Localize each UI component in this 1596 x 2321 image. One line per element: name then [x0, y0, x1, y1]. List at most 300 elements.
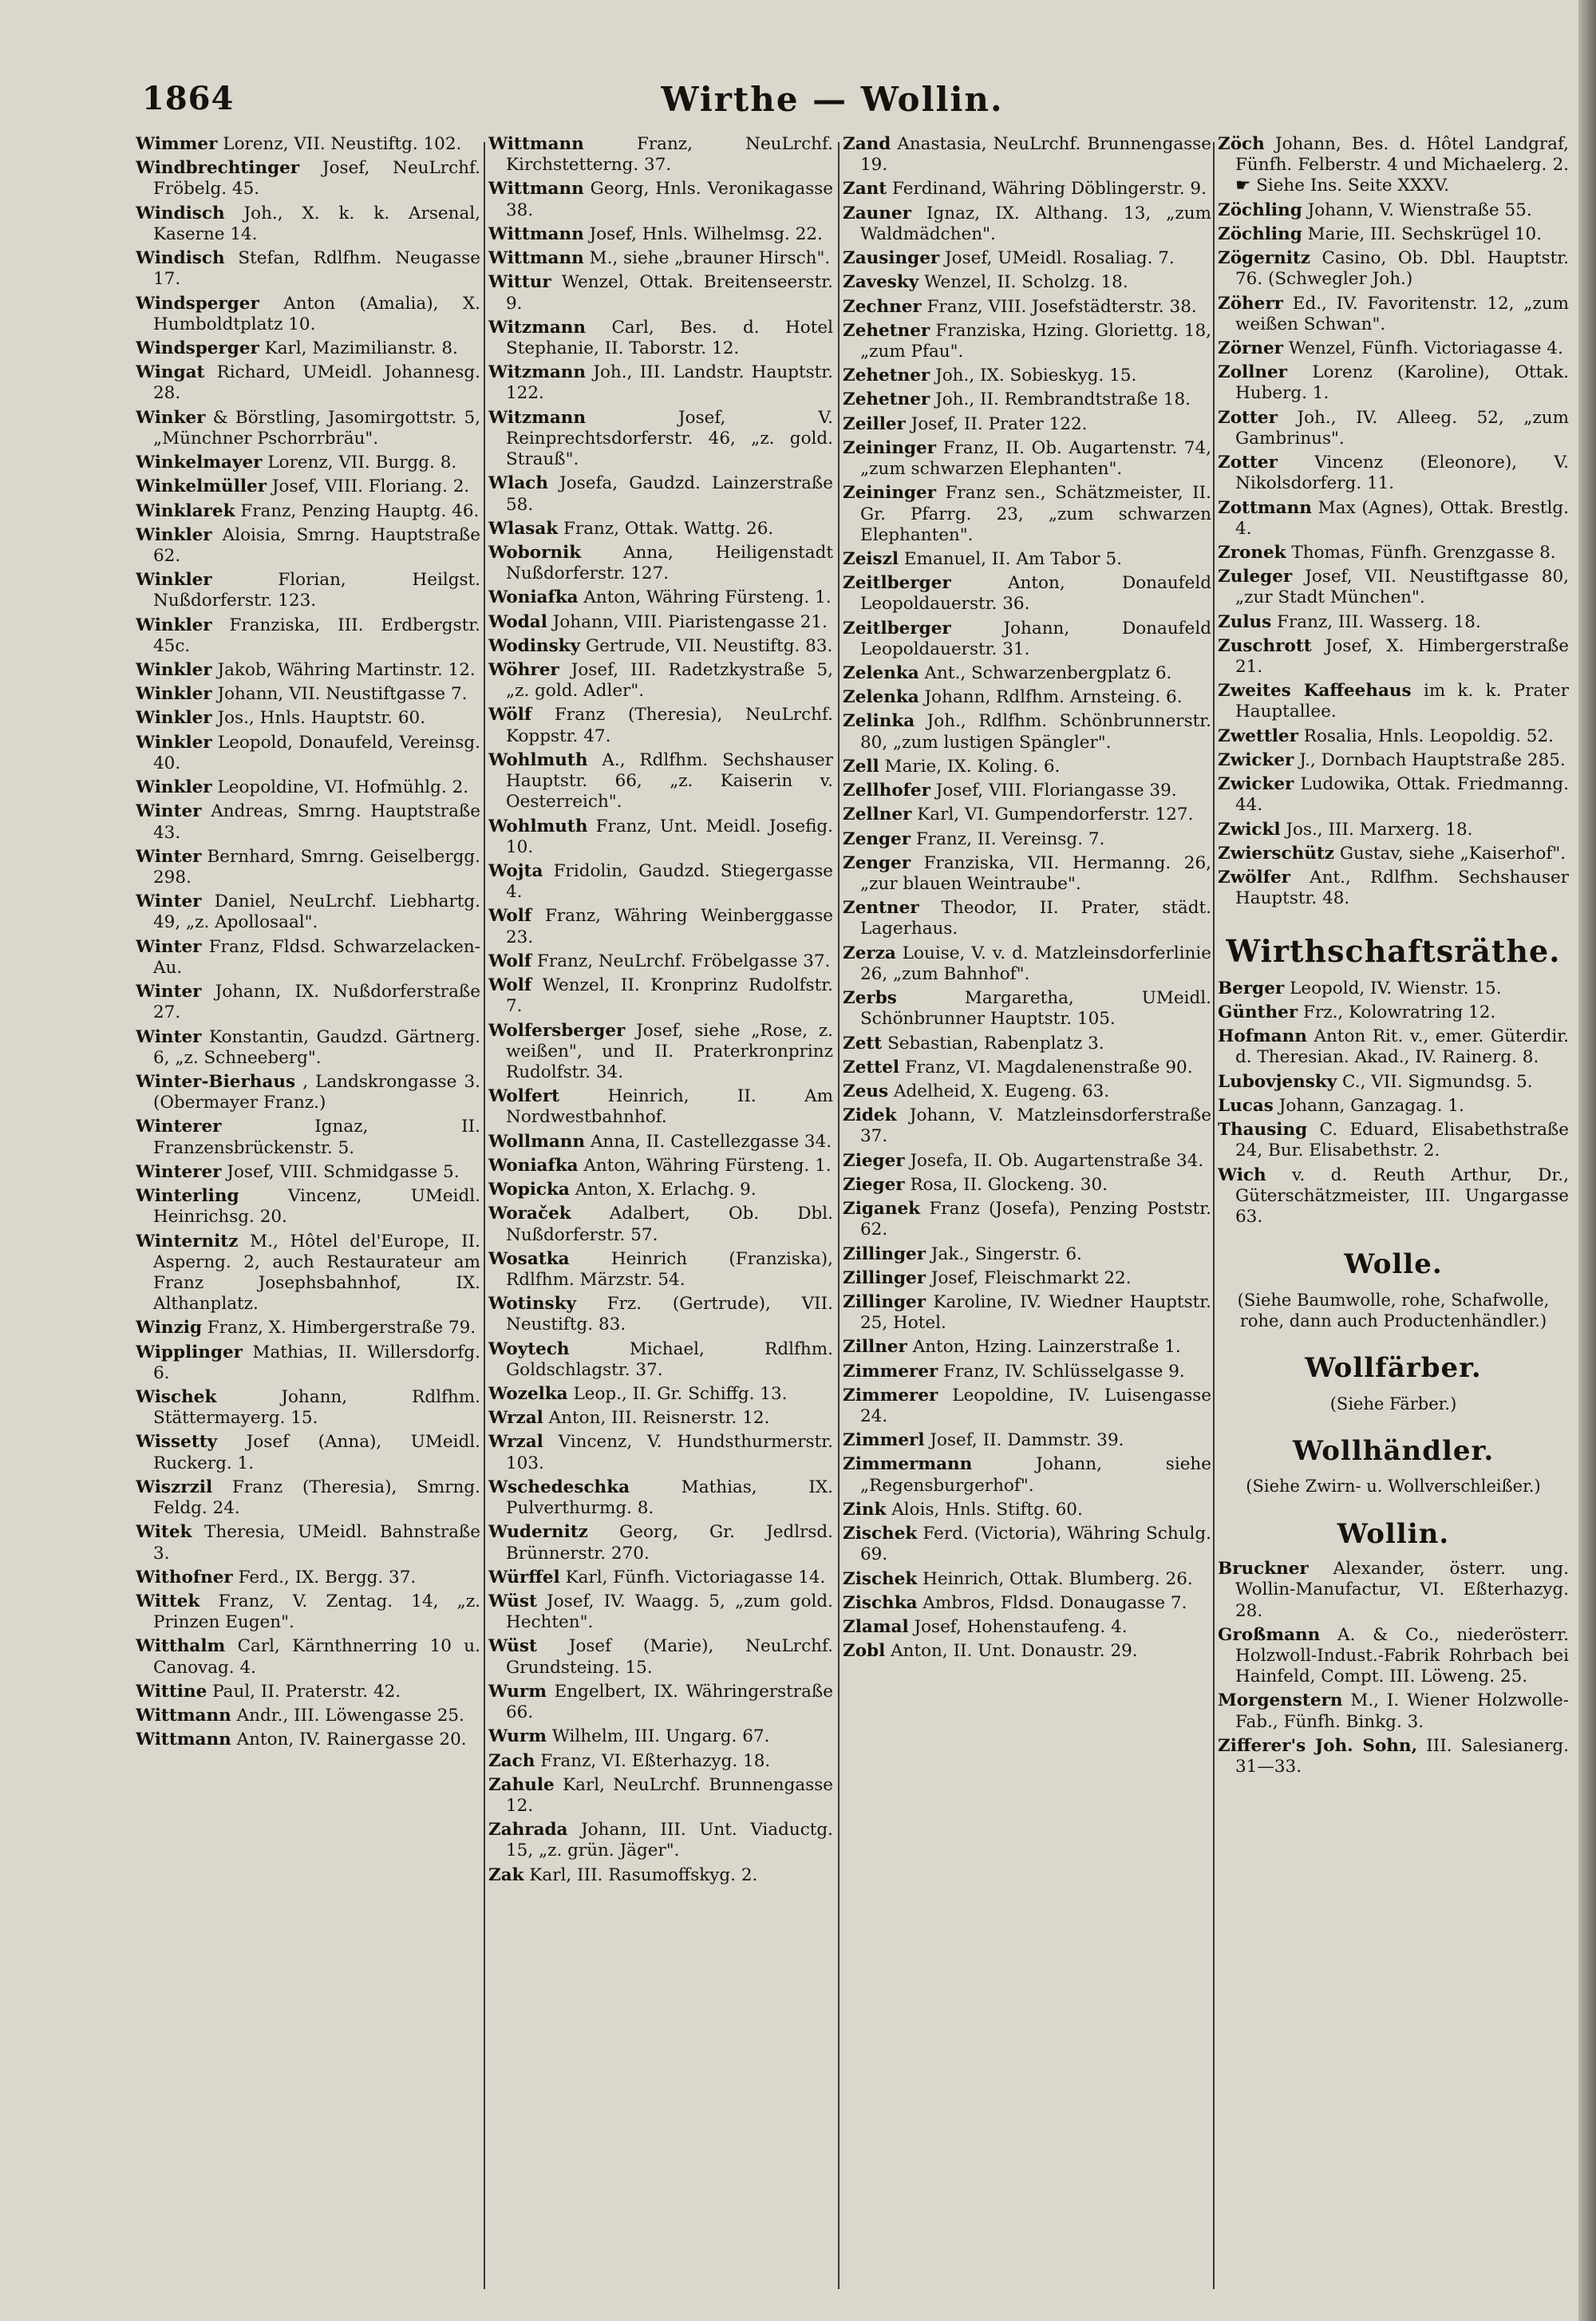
directory-entry: [843, 663, 1211, 684]
entry-details: Josef (Anna), UMeidl. Ruckerg. 1.: [153, 1432, 480, 1473]
directory-entry: [488, 473, 833, 515]
entry-details: Franz, NeuLrchf. Fröbelgasse 37.: [537, 951, 831, 971]
directory-entry: [488, 1180, 833, 1200]
directory-entry: [1218, 636, 1569, 678]
entry-name: Zwettler: [1218, 726, 1298, 746]
entry-name: Zett: [843, 1033, 883, 1054]
directory-entry: [488, 224, 833, 245]
entry-details: Josefa, Gaudzd. Lainzerstraße 58.: [506, 473, 833, 515]
directory-entry: [136, 1117, 480, 1158]
entry-name: Wotinsky: [488, 1294, 576, 1315]
entry-details: Alois, Hnls. Stiftg. 60.: [891, 1499, 1083, 1520]
directory-entry: [843, 179, 1211, 200]
directory-entry: [1218, 200, 1569, 221]
directory-entry: [136, 982, 480, 1023]
directory-entry: [488, 1384, 833, 1405]
entry-details: v. d. Reuth Arthur, Dr., Güterschätzmeister, III. Ungargasse 63.: [1235, 1164, 1569, 1227]
directory-entry: [843, 781, 1211, 801]
directory-entry: [488, 817, 833, 858]
directory-entry: [843, 988, 1211, 1030]
entry-name: Winker: [136, 407, 206, 428]
entry-name: Wissetty: [136, 1432, 218, 1453]
section-title: Wollin.: [1337, 1517, 1450, 1550]
entry-details: Franz, VIII. Josefstädterstr. 38.: [926, 296, 1197, 317]
directory-entry: [843, 438, 1211, 480]
entry-details: Wenzel, Ottak. Breitenseerstr. 9.: [506, 272, 833, 314]
entry-name: Zillinger: [843, 1244, 926, 1264]
directory-entry: [843, 573, 1211, 615]
section-note: (Siehe Zwirn- u. Wollverschleißer.): [1246, 1477, 1541, 1497]
entry-name: Bruckner: [1218, 1559, 1309, 1580]
directory-entry: [136, 525, 480, 567]
entry-details: Joh., Rdlfhm. Schönbrunnerstr. 80, „zum lustigen Spängler".: [860, 711, 1211, 753]
entry-details: Josef, II. Dammstr. 39.: [930, 1430, 1124, 1451]
entry-details: Johann, Rdlfhm. Arnsteing. 6.: [924, 687, 1183, 708]
directory-entry: [1218, 774, 1569, 816]
entry-details: Leopoldine, IV. Luisengasse 24.: [860, 1385, 1211, 1427]
directory-entry: [843, 204, 1211, 245]
entry-name: Witthalm: [136, 1636, 226, 1657]
directory-entry: [843, 687, 1211, 708]
entry-name: Wurm: [488, 1726, 547, 1747]
directory-entry: [136, 777, 480, 798]
directory-entry: [1218, 498, 1569, 540]
entry-details: Josef, Hohenstaufeng. 4.: [914, 1617, 1128, 1637]
directory-entry: [136, 660, 480, 681]
entry-name: Windisch: [136, 248, 225, 269]
entry-name: Ziganek: [843, 1199, 921, 1220]
entry-name: Woytech: [488, 1338, 570, 1359]
entry-details: Joh., IV. Alleeg. 52, „zum Gambrinus".: [1235, 407, 1569, 449]
entry-name: Winkler: [136, 660, 212, 681]
entry-details: Josefa, II. Ob. Augartenstraße 34.: [910, 1150, 1204, 1171]
directory-entry: [488, 612, 833, 633]
directory-entry: [136, 1232, 480, 1315]
entry-name: Zeitlberger: [843, 573, 951, 594]
directory-entry: [136, 362, 480, 404]
directory-entry: [843, 272, 1211, 293]
entry-name: Zausinger: [843, 248, 940, 269]
directory-entry: [136, 204, 480, 245]
directory-entry: [488, 248, 833, 269]
directory-entry: [136, 408, 480, 449]
entry-details: Sebastian, Rabenplatz 3.: [887, 1033, 1104, 1054]
entry-details: Joh., III. Landstr. Hauptstr. 122.: [506, 362, 833, 404]
entry-name: Zenger: [843, 828, 911, 849]
entry-details: Jos., III. Marxerg. 18.: [1286, 819, 1473, 840]
entry-name: Winzig: [136, 1318, 202, 1338]
entry-details: Joh., II. Rembrandtstraße 18.: [935, 389, 1191, 410]
directory-entry: [843, 1386, 1211, 1427]
directory-entry: [488, 134, 833, 176]
entry-name: Wölf: [488, 705, 532, 726]
directory-entry: [1218, 1002, 1569, 1023]
entry-details: C., VII. Sigmundsg. 5.: [1342, 1071, 1533, 1092]
directory-entry: [488, 1249, 833, 1291]
directory-entry: [843, 1292, 1211, 1334]
entry-name: Zahule: [488, 1774, 555, 1795]
entry-details: Wenzel, II. Scholzg. 18.: [924, 272, 1128, 293]
entry-details: Franziska, VII. Hermanng. 26, „zur blauen Weintraube".: [860, 852, 1211, 894]
directory-entry: [843, 619, 1211, 660]
entry-details: III. Salesianerg. 31—33.: [1235, 1735, 1569, 1777]
entry-details: Michael, Rdlfhm. Goldschlagstr. 37.: [506, 1338, 833, 1380]
entry-details: Ignaz, II. Franzensbrückenstr. 5.: [153, 1117, 480, 1158]
entry-name: Zwickl: [1218, 819, 1281, 840]
directory-entry: [136, 158, 480, 200]
entry-details: Paul, II. Praterstr. 42.: [212, 1681, 401, 1702]
directory-entry: [1218, 453, 1569, 494]
column-1: [136, 134, 480, 2305]
directory-entry: [1218, 750, 1569, 771]
entry-details: M., Hôtel del'Europe, II. Asperng. 2, auch Restaurateur am Franz Josephsbahnhof, IX. Althanplatz.: [153, 1231, 480, 1315]
entry-name: Zeus: [843, 1081, 889, 1101]
entry-name: Zöherr: [1218, 293, 1284, 314]
entry-details: Josef, Fleischmarkt 22.: [930, 1267, 1132, 1288]
entry-name: Zellhofer: [843, 781, 930, 801]
entry-name: Wüst: [488, 1591, 537, 1611]
entry-name: Zerza: [843, 943, 896, 963]
entry-details: Frz., Kolowratring 12.: [1303, 1002, 1496, 1023]
directory-entry: [1218, 134, 1569, 197]
directory-entry: [136, 684, 480, 705]
entry-name: Zillinger: [843, 1291, 926, 1312]
entry-details: im k. k. Prater Hauptallee.: [1235, 681, 1569, 722]
entry-details: M., siehe „brauner Hirsch".: [589, 248, 831, 269]
entry-name: Wodinsky: [488, 635, 581, 656]
page-number: 1864: [142, 80, 235, 117]
entry-name: Wöhrer: [488, 660, 559, 681]
entry-details: Jakob, Währing Martinstr. 12.: [217, 660, 476, 681]
directory-entry: [488, 975, 833, 1017]
entry-name: Zwölfer: [1218, 868, 1290, 888]
entry-name: Winkler: [136, 732, 212, 753]
directory-entry: [136, 1186, 480, 1228]
section-title: Wollhändler.: [1292, 1434, 1495, 1467]
entry-name: Zach: [488, 1750, 535, 1771]
entry-details: Casino, Ob. Dbl. Hauptstr. 76. (Schwegler Joh.): [1235, 248, 1569, 290]
entry-name: Zifferer's Joh. Sohn,: [1218, 1735, 1418, 1756]
entry-name: Wlasak: [488, 518, 559, 539]
entry-name: Witzmann: [488, 317, 587, 338]
column-4: [1218, 134, 1569, 2305]
entry-name: Zelenka: [843, 687, 919, 708]
directory-entry: [488, 750, 833, 813]
entry-name: Lucas: [1218, 1095, 1274, 1116]
entry-name: Witzmann: [488, 407, 587, 428]
directory-entry: [488, 408, 833, 471]
entry-name: Wüst: [488, 1636, 537, 1657]
directory-entry: [136, 501, 480, 522]
directory-entry: [1218, 224, 1569, 245]
entry-details: Anna, II. Castellezgasse 34.: [590, 1131, 832, 1152]
entry-name: Witzmann: [488, 362, 587, 383]
entry-name: Windbrechtinger: [136, 158, 300, 179]
entry-name: Wolf: [488, 906, 532, 927]
entry-name: Winkler: [136, 570, 212, 591]
directory-entry: [1218, 362, 1569, 404]
entry-name: Zehetner: [843, 366, 930, 386]
entry-name: Zenger: [843, 852, 911, 873]
entry-details: Aloisia, Smrng. Hauptstraße 62.: [153, 524, 480, 566]
directory-entry: [136, 1522, 480, 1564]
entry-details: Josef, X. Himbergerstraße 21.: [1235, 635, 1569, 678]
directory-entry: [1218, 681, 1569, 722]
directory-entry: [136, 847, 480, 888]
section-note: (Siehe Baumwolle, rohe, Schafwolle, rohe, dann auch Productenhändler.): [1237, 1290, 1550, 1331]
entry-details: Karl, NeuLrchf. Brunnengasse 12.: [506, 1774, 833, 1816]
entry-details: Leopold, Donaufeld, Vereinsg. 40.: [153, 732, 480, 773]
entry-name: Winter: [136, 892, 202, 912]
entry-name: Witek: [136, 1522, 192, 1543]
directory-entry: [488, 519, 833, 540]
entry-name: Zeiszl: [843, 548, 899, 569]
directory-entry: [843, 1362, 1211, 1382]
entry-details: Franz, Ottak. Wattg. 26.: [563, 518, 774, 539]
entry-details: M., I. Wiener Holzwolle-Fab., Fünfh. Binkg. 3.: [1235, 1690, 1569, 1732]
entry-name: Wittur: [488, 272, 551, 293]
entry-name: Wurm: [488, 1681, 547, 1702]
entry-name: Zischek: [843, 1524, 918, 1544]
entry-name: Winkler: [136, 615, 212, 635]
entry-name: Windsperger: [136, 293, 259, 314]
entry-details: Gertrude, VII. Neustiftg. 83.: [585, 635, 833, 656]
entry-name: Zischka: [843, 1592, 918, 1613]
directory-entry: [843, 898, 1211, 939]
directory-entry: [1218, 612, 1569, 633]
directory-entry: [488, 1636, 833, 1678]
directory-entry: [136, 248, 480, 290]
entry-details: J., Dornbach Hauptstraße 285.: [1299, 749, 1566, 770]
entry-name: Zollner: [1218, 362, 1288, 383]
entry-name: Großmann: [1218, 1624, 1321, 1645]
column-rule: [484, 142, 485, 2289]
entry-name: Zechner: [843, 296, 922, 317]
section-title: Wolle.: [1344, 1248, 1443, 1281]
directory-entry: [488, 1591, 833, 1633]
entry-details: Karoline, IV. Wiedner Hauptstr. 25, Hotel.: [860, 1291, 1211, 1334]
directory-entry: [843, 1569, 1211, 1590]
entry-name: Woraček: [488, 1204, 571, 1224]
entry-name: Zimmerl: [843, 1430, 925, 1451]
entry-details: Leop., II. Gr. Schiffg. 13.: [573, 1384, 788, 1405]
entry-details: Anton, II. Unt. Donaustr. 29.: [891, 1641, 1138, 1662]
entry-details: Lorenz, VII. Burgg. 8.: [267, 453, 457, 473]
entry-details: Wenzel, II. Kronprinz Rudolfstr. 7.: [506, 975, 833, 1017]
entry-details: Franz (Theresia), Smrng. Feldg. 24.: [153, 1477, 480, 1519]
entry-details: Johann, Ganzagag. 1.: [1278, 1095, 1464, 1116]
entry-details: A. & Co., niederösterr. Holzwoll-Indust.-Fabrik Rohrbach bei Hainfeld, Compt. III. Löweng. 25.: [1235, 1624, 1569, 1687]
entry-details: Leopoldine, VI. Hofmühlg. 2.: [217, 777, 469, 798]
column-3: [843, 134, 1211, 2305]
section-title: Wollfärber.: [1305, 1352, 1482, 1385]
entry-name: Winterling: [136, 1186, 239, 1207]
directory-entry: [488, 1775, 833, 1817]
directory-entry: [136, 453, 480, 473]
entry-details: Johann, siehe „Regensburgerhof".: [860, 1454, 1211, 1496]
entry-details: Johann, Bes. d. Hôtel Landgraf, Fünfh. Felberstr. 4 und Michaelerg. 2. ☛ Siehe Ins. Seite XXXV.: [1235, 134, 1569, 196]
entry-name: Zeininger: [843, 437, 937, 458]
directory-entry: [136, 134, 480, 155]
entry-details: Gustav, siehe „Kaiserhof".: [1339, 843, 1566, 864]
entry-details: Max (Agnes), Ottak. Brestlg. 4.: [1235, 497, 1569, 539]
directory-entry: [136, 1591, 480, 1633]
directory-entry: [488, 1751, 833, 1772]
entry-details: Ed., IV. Favoritenstr. 12, „zum weißen Schwan".: [1235, 293, 1569, 334]
entry-details: & Börstling, Jasomirgottstr. 5, „Münchner Pschorrbräu".: [153, 407, 480, 449]
entry-details: Anton, X. Erlachg. 9.: [575, 1180, 757, 1200]
directory-entry: [1218, 820, 1569, 840]
entry-name: Zulus: [1218, 611, 1272, 632]
entry-name: Winkler: [136, 684, 212, 705]
entry-details: Franziska, III. Erdbergstr. 45c.: [153, 615, 480, 656]
entry-details: Franz, VI. Eßterhazyg. 18.: [540, 1750, 771, 1771]
entry-name: Winklarek: [136, 500, 235, 521]
entry-details: Franz sen., Schätzmeister, II. Gr. Pfarrg. 23, „zum schwarzen Elephanten".: [860, 483, 1211, 545]
entry-name: Zimmerer: [843, 1361, 938, 1382]
entry-details: Richard, UMeidl. Johannesg. 28.: [153, 362, 480, 404]
directory-entry: [488, 660, 833, 702]
entry-details: Stefan, Rdlfhm. Neugasse 17.: [153, 248, 480, 290]
entry-details: Johann, Rdlfhm. Stättermayerg. 15.: [153, 1387, 480, 1429]
entry-details: Marie, IX. Koling. 6.: [884, 756, 1061, 777]
entry-details: Ant., Schwarzenbergplatz 6.: [924, 663, 1172, 684]
directory-entry: [843, 1593, 1211, 1614]
entry-name: Berger: [1218, 978, 1285, 998]
entry-name: Zelenka: [843, 663, 919, 684]
directory-entry: [136, 1636, 480, 1678]
entry-name: Zimmerer: [843, 1385, 938, 1406]
entry-name: Wodal: [488, 611, 547, 632]
entry-details: Josef, siehe „Rose, z. weißen", und II. Praterkronprinz Rudolfstr. 34.: [506, 1020, 833, 1082]
entry-details: Theodor, II. Prater, städt. Lagerhaus.: [860, 898, 1211, 939]
entry-details: Daniel, NeuLrchf. Liebhartg. 49, „z. Apollosaal".: [153, 892, 480, 933]
directory-entry: [488, 1021, 833, 1084]
directory-entry: [843, 1337, 1211, 1358]
column-rule: [838, 142, 839, 2289]
directory-entry: [843, 1175, 1211, 1196]
directory-entry: [1218, 726, 1569, 747]
entry-details: Josef, UMeidl. Rosaliag. 7.: [945, 248, 1175, 269]
directory-entry: [843, 1524, 1211, 1565]
entry-details: Johann, V. Wienstraße 55.: [1307, 200, 1532, 220]
entry-details: Leopold, IV. Wienstr. 15.: [1290, 978, 1502, 998]
entry-name: Zlamal: [843, 1617, 909, 1637]
directory-entry: [1218, 1736, 1569, 1777]
entry-name: Zillner: [843, 1337, 907, 1358]
directory-entry: [488, 705, 833, 746]
entry-details: Georg, Hnls. Veronikagasse 38.: [506, 179, 833, 220]
entry-details: Franz (Theresia), NeuLrchf. Koppstr. 47.: [506, 705, 833, 746]
directory-entry: [843, 1641, 1211, 1662]
entry-name: Zöch: [1218, 134, 1265, 154]
entry-name: Winternitz: [136, 1231, 239, 1251]
entry-details: Ambros, Fldsd. Donaugasse 7.: [922, 1592, 1187, 1613]
entry-details: Carl, Kärnthnerring 10 u. Canovag. 4.: [153, 1636, 480, 1678]
entry-details: Anton, III. Reisnerstr. 12.: [548, 1408, 770, 1429]
entry-details: Theresia, UMeidl. Bahnstraße 3.: [153, 1522, 480, 1564]
running-head: Wirthe — Wollin.: [661, 80, 1004, 119]
entry-name: Zink: [843, 1499, 887, 1520]
directory-entry: [1218, 567, 1569, 608]
entry-details: Josef, IV. Waagg. 5, „zum gold. Hechten".: [506, 1591, 833, 1633]
directory-entry: [1218, 1096, 1569, 1117]
entry-details: Franz, IV. Schlüsselgasse 9.: [943, 1361, 1185, 1382]
directory-entry: [1218, 408, 1569, 449]
directory-entry: [136, 937, 480, 979]
entry-details: Marie, III. Sechskrügel 10.: [1307, 223, 1543, 244]
directory-entry: [843, 1500, 1211, 1520]
entry-details: Josef, VIII. Schmidgasse 5.: [227, 1161, 460, 1182]
directory-entry: [136, 338, 480, 359]
entry-details: Joh., X. k. k. Arsenal, Kaserne 14.: [153, 203, 480, 244]
entry-name: Wolfert: [488, 1086, 560, 1107]
directory-entry: [488, 636, 833, 657]
directory-entry: [843, 1244, 1211, 1265]
entry-details: Anton Rit. v., emer. Güterdir. d. Theresian. Akad., IV. Rainerg. 8.: [1235, 1026, 1569, 1068]
entry-details: Louise, V. v. d. Matzleinsdorferlinie 26, „zum Bahnhof".: [860, 943, 1211, 984]
entry-name: Wohlmuth: [488, 749, 588, 770]
directory-entry: [1218, 1559, 1569, 1622]
entry-details: Josef, V. Reinprechtsdorferstr. 46, „z. gold. Strauß".: [506, 407, 833, 470]
entry-details: Carl, Bes. d. Hotel Stephanie, II. Taborstr. 12.: [506, 317, 833, 358]
entry-name: Winkler: [136, 777, 212, 798]
entry-name: Wittek: [136, 1591, 200, 1611]
entry-name: Wittmann: [136, 1706, 231, 1726]
entry-details: Mathias, IX. Pulverthurmg. 8.: [506, 1477, 833, 1519]
directory-entry: [488, 1204, 833, 1245]
directory-entry: [136, 1706, 480, 1726]
entry-name: Thausing: [1218, 1120, 1308, 1141]
directory-entry: [136, 476, 480, 497]
entry-details: Karl, Fünfh. Victoriagasse 14.: [565, 1567, 826, 1588]
entry-details: Rosalia, Hnls. Leopoldig. 52.: [1303, 726, 1554, 746]
directory-entry: [843, 1151, 1211, 1172]
entry-name: Wobornik: [488, 542, 582, 563]
section-title: Wirthschaftsräthe.: [1226, 933, 1561, 970]
directory-entry: [136, 1318, 480, 1338]
entry-name: Zuleger: [1218, 567, 1293, 587]
page-header: [142, 80, 1523, 128]
directory-entry: [843, 1105, 1211, 1147]
entry-name: Wipplinger: [136, 1342, 243, 1362]
entry-details: Rosa, II. Glockeng. 30.: [910, 1174, 1108, 1195]
directory-entry: [488, 1432, 833, 1473]
directory-entry: [843, 321, 1211, 362]
entry-details: Ferd. (Victoria), Währing Schulg. 69.: [860, 1524, 1211, 1565]
entry-details: Ludowika, Ottak. Friedmanng. 44.: [1235, 774, 1569, 816]
entry-details: Anton, Donaufeld Leopoldauerstr. 36.: [860, 573, 1211, 615]
entry-name: Wojta: [488, 861, 543, 881]
directory-entry: [843, 1081, 1211, 1102]
entry-name: Zieger: [843, 1150, 905, 1171]
entry-name: Wrzal: [488, 1432, 543, 1453]
entry-details: Karl, III. Rasumoffskyg. 2.: [529, 1864, 758, 1885]
entry-details: Josef, NeuLrchf. Fröbelg. 45.: [153, 158, 480, 200]
entry-name: Zischek: [843, 1568, 918, 1589]
entry-details: Franz, VI. Magdalenenstraße 90.: [904, 1057, 1193, 1077]
entry-name: Winter: [136, 982, 202, 1002]
entry-name: Zellner: [843, 805, 912, 825]
entry-name: Günther: [1218, 1002, 1298, 1023]
directory-entry: [488, 587, 833, 608]
directory-entry: [843, 1454, 1211, 1496]
entry-details: Georg, Gr. Jedlrsd. Brünnerstr. 270.: [506, 1522, 833, 1564]
directory-entry: [1218, 248, 1569, 290]
directory-entry: [136, 615, 480, 657]
entry-details: Karl, VI. Gumpendorferstr. 127.: [917, 805, 1194, 825]
entry-name: Winkler: [136, 708, 212, 729]
